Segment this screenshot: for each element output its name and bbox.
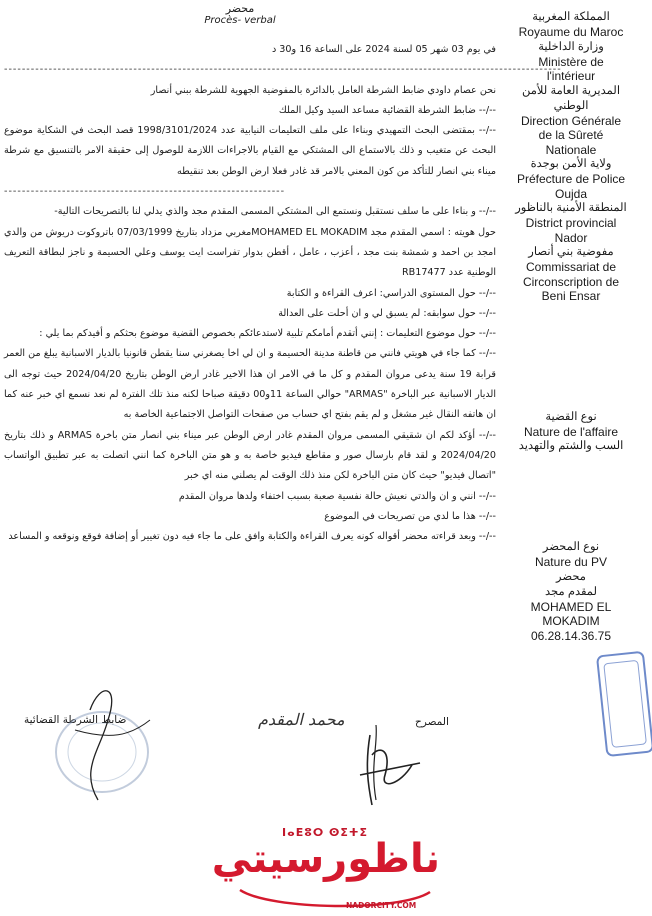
education-line: --/-- حول المستوى الدراسي: اعرف القراءة و الكتابة [286,287,496,299]
record-line: --/-- حول سوابقه: لم يسبق لي و ان أحلت على العدالة [278,307,496,319]
sidebar-line: Direction Générale [520,113,622,128]
report-body: في يوم 03 شهر 05 لسنة 2024 على الساعة 16 و30 د ----------------------------------------------------------------------------------------------------------------------------- نحن عصام داودي ضابط الشرطة العامل بالدائرة بالمفوضية الجهوية للشرطة ببني أنصار --/-- ضابط الشرطة القضائية مساعد السيد وكيل الملك --/-- بمقتضى البحث التمهيدي وبناءا على ملف التعليمات النيابية عدد 1998/3101/2024 قصد البحث في الشكاية موضوع البحث عن متغيب و ذلك بالاستماع الى المشتكي مع القيام بالاجراءات اللازمة للوصول إلى حقيقة الامر بالتنسيق مع شرطة ميناء بني انصار للتأكد من كون المعني بالامر قد غادر فعلا ارض الوطن بعد تنقيطه --------------------------------------------------------------- --/-- و بناءا على ما سلف نستقبل ونستمع الى المشتكي المسمى المقدم مجد والذي يدلي لنا بالتصريحات التالية- حول هويته : اسمي المقدم مجد MOHAMED EL MOKADIMمغربي مزداد بتاريخ 07/03/1999 باتروكوت دريوش من والدي امجد بن احمد و شمشة بنت مجد ، أعزب ، عامل ، أقطن بدوار تفراست ايت يوسف وعلي الحسيمة و ناجز لبطاقة التعريف الوطنية عدد RB17477 --/-- حول المستوى الدراسي: اعرف القراءة و الكتابة --/-- حول سوابقه: لم يسبق لي و ان أحلت على العدالة --/-- حول موضوع التعليمات : إنني أتقدم أمامكم تلبية لاستدعائكم بخصوص القضية موضوع بحثكم و أفيدكم بما يلي : --/-- كما جاء في هويتي فانني من قاطنة مدينة الحسيمة و ان لي اخا يصغرني سنا يقطن قانونيا بالديار الاسبانية يبلغ من العمر قرابة 19 سنة يدعى مروان المقدم و كل ما في الامر ان هذا الاخير غادر ارض الوطن بتاريخ 2024/04/20 حيث توجه الى الديار الاسبانية عبر الباخرة "ARMAS" حوالي الساعة 11و00 دقيقة صباحا لكنه منذ تلك الفترة لم نعد نسمع اي خبر عنه كما ان هاتفه النقال غير مشغل و لم يقم بفتح اي حساب من صفحات التواصل الاجتماعية الخاصة به --/-- أؤكد لكم ان شقيقي المسمى مروان المقدم غادر ارض الوطن عبر ميناء بني انصار متن باخرة ARMAS و ذلك بتاريخ 2024/04/20 و لقد قام بارسال صور و مقاطع فيديو خاصة به و هو متن الباخرة كما انني اتصلت به عبر تطبيق الواتساب "اتصال فيديو" حيث كان متن الباخرة لكن منذ ذلك الوقت لم يصلني منه اي خبر --/-- انني و ان والدتي نعيش حالة نفسية صعبة بسبب اختفاء ولدها مروان المقدم --/-- هذا ما لدي من تصريحات في الموضوع --/-- وبعد قراءته محضر أقواله كونه يعرف القراءة والكتابة وافق على ما جاء فيه دون تغيير أو إضافة فوقع ونوقعه و المساعد [4,40,496,547]
sidebar-line: Nature du PV [534,555,608,569]
sidebar-line: المديرية العامة للأمن [521,84,621,97]
sidebar-line: نوع القضية [545,410,597,423]
sidebar-line: MOKADIM [542,614,600,628]
sidebar-line: نوع المحضر [542,541,600,553]
sidebar-line: مفوضية بني أنصار [528,246,614,258]
sidebar-line: Nador [554,230,588,245]
document-header [180,2,300,27]
identity-paragraph: حول هويته : اسمي المقدم مجد MOHAMED EL MOKADIMمغربي مزداد بتاريخ 07/03/1999 باتروكوت دريوش من والدي امجد بن احمد و شمشة بنت مجد ، أعزب ، عامل ، أقطن بدوار تفراست ايت يوسف وعلي الحسيمة و ناجز لبطاقة التعريف الوطنية عدد RB17477 [4,226,496,279]
statement-closing: --/-- هذا ما لدي من تصريحات في الموضوع [324,510,496,522]
statement-paragraph-1: --/-- كما جاء في هويتي فانني من قاطنة مدينة الحسيمة و ان لي اخا يصغرني سنا يقطن قانونيا بالديار الاسبانية يبلغ من العمر قرابة 19 سنة يدعى مروان المقدم و كل ما في الامر ان هذا الاخير غادر ارض الوطن بتاريخ 2024/04/20 حيث توجه الى الديار الاسبانية عبر الباخرة "ARMAS" حوالي الساعة 11و00 دقيقة صباحا لكنه منذ تلك الفترة لم نعد نسمع اي خبر عنه كما ان هاتفه النقال غير مشغل و لم يقم بفتح اي حساب من صفحات التواصل الاجتماعية الخاصة به [4,348,496,421]
subject-line: --/-- حول موضوع التعليمات : إنني أتقدم أمامكم تلبية لاستدعائكم بخصوص القضية موضوع بحثكم و أفيدكم بما يلي : [39,328,496,340]
declarant-handwritten-name: محمد المقدم [258,710,345,729]
sidebar-line: Préfecture de Police [516,172,626,186]
sidebar-line: المنطقة الأمنية بالناظور [515,202,627,214]
sidebar-line: 06.28.14.36.75 [530,628,612,643]
date-line: في يوم 03 شهر 05 لسنة 2024 على الساعة 16 و30 د [271,44,496,55]
sidebar-line: المملكة المغربية [532,11,610,23]
logo-wordmark: ناظورسيتي [211,836,440,882]
logo-tifinagh-tag: ⵏⴰⴹⵓⵔ ⵙⵉⵜⵉ [282,826,369,839]
logo-url: NADORCITY.COM [346,901,417,910]
sidebar-line: وزارة الداخلية [538,40,604,53]
sidebar-line: Oujda [554,186,588,201]
authority-block [500,10,642,304]
statement-paragraph-2: --/-- أؤكد لكم ان شقيقي المسمى مروان المقدم غادر ارض الوطن عبر ميناء بني انصار متن باخرة ARMAS و ذلك بتاريخ 2024/04/20 و لقد قام بارسال صور و مقاطع فيديو خاصة به و هو متن الباخرة كما انني اتصلت به عبر تطبيق الواتساب "اتصال فيديو" حيث كان متن الباخرة لكن منذ ذلك الوقت لم يصلني منه اي خبر [4,429,496,482]
title-arabic: محضر [225,2,255,15]
sidebar-line: Nature de l'affaire [523,424,619,439]
sidebar-line: de la Sûreté [538,128,604,142]
sidebar-line: Nationale [545,142,597,157]
signature-scribbles [20,705,490,815]
sidebar-line: District provincial [525,216,617,230]
sidebar-line: الوطني [553,99,589,112]
rectangular-stamp-icon [596,648,652,758]
affair-type-block [500,410,642,455]
sidebar-line: Ministère de [538,54,604,69]
statement-paragraph-3: --/-- انني و ان والدتي نعيش حالة نفسية صعبة بسبب اختفاء ولدها مروان المقدم [178,490,496,502]
sidebar-line: MOHAMED EL [530,599,612,614]
officer-capacity: --/-- ضابط الشرطة القضائية مساعد السيد وكيل الملك [278,104,496,116]
sidebar-line: السب والشتم والتهديد [518,440,624,452]
instructions-paragraph: --/-- بمقتضى البحث التمهيدي وبناءا على ملف التعليمات النيابية عدد 1998/3101/2024 قصد البحث في الشكاية موضوع البحث عن متغيب و ذلك بالاستماع الى المشتكي مع القيام بالاجراءات اللازمة للوصول إلى حقيقة الامر بالتنسيق مع شرطة ميناء بني انصار للتأكد من كون المعني بالامر قد غادر فعلا ارض الوطن بعد تنقيطه [4,125,496,177]
sidebar-line: Commissariat de [525,260,617,274]
sidebar-line: محضر [556,570,586,583]
pv-type-block [500,540,642,643]
officer-line: نحن عصام داودي ضابط الشرطة العامل بالدائرة بالمفوضية الجهوية للشرطة ببني أنصار [150,84,496,96]
authority-sidebar [500,10,642,643]
hearing-intro: --/-- و بناءا على ما سلف نستقبل ونستمع الى المشتكي المسمى المقدم مجد والذي يدلي لنا بالتصريحات التالية- [54,206,496,218]
reading-confirmation: --/-- وبعد قراءته محضر أقواله كونه يعرف القراءة والكتابة وافق على ما جاء فيه دون تغيير أو إضافة فوقع ونوقعه و المساعد [8,531,496,543]
sidebar-line: Royaume du Maroc [518,25,624,39]
officer-signature-label: ضابط الشرطة القضائية [24,714,127,726]
sidebar-line: l'intérieur [546,69,596,83]
sidebar-line: Beni Ensar [541,289,601,303]
title-french: Procès- verbal [204,15,276,26]
sidebar-line: ولاية الأمن بوجدة [530,158,612,170]
declarant-signature-label: المصرح [415,716,449,728]
sidebar-line: لمقدم مجد [545,585,597,598]
sidebar-line: Circonscription de [522,274,620,289]
